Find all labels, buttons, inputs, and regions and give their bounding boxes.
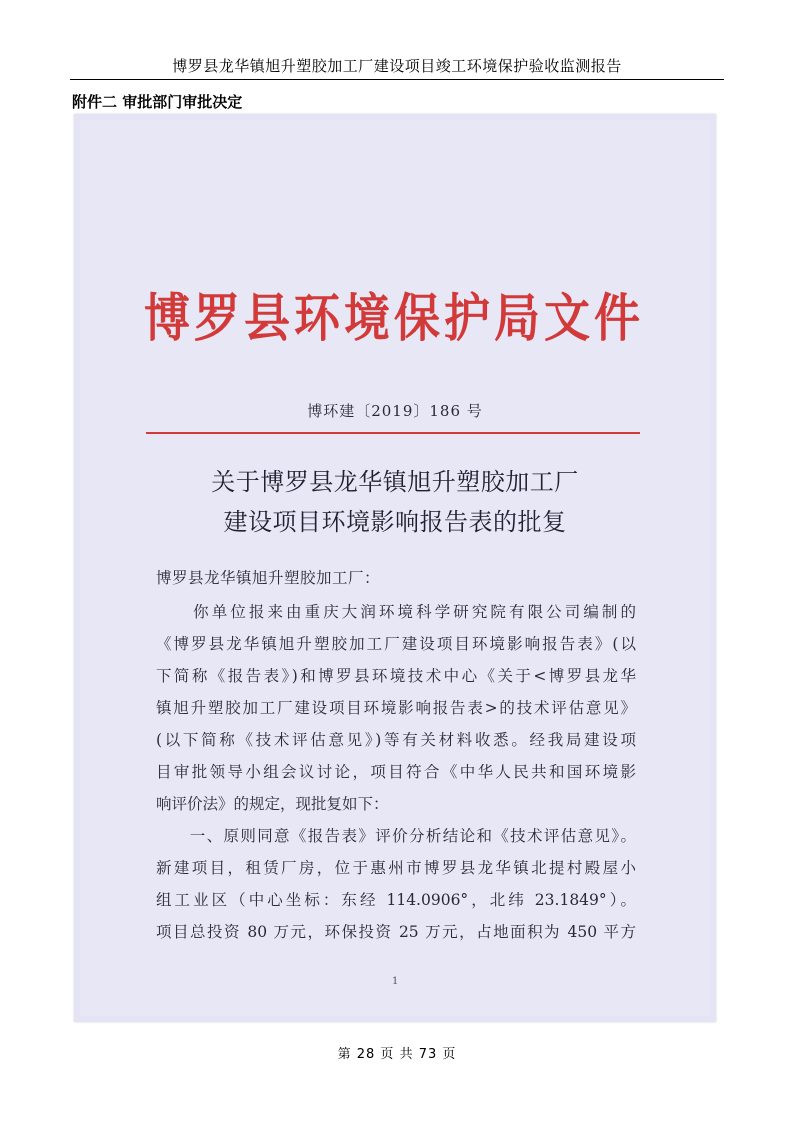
body-line: 项目总投资 80 万元，环保投资 25 万元，占地面积为 450 平方 bbox=[156, 923, 636, 941]
red-divider bbox=[146, 432, 640, 434]
issuer-head: 博罗县环境保护局文件 bbox=[144, 287, 644, 349]
scan-page-number: 1 bbox=[392, 976, 399, 987]
scanned-document bbox=[74, 114, 716, 1022]
document-title-line-1: 关于博罗县龙华镇旭升塑胶加工厂 bbox=[211, 468, 579, 496]
attachment-title: 附件二 审批部门审批决定 bbox=[72, 93, 243, 111]
header-divider bbox=[70, 79, 724, 80]
body-line: 一、原则同意《报告表》评价分析结论和《技术评估意见》。 bbox=[156, 827, 636, 845]
document-title-line-2: 建设项目环境影响报告表的批复 bbox=[223, 508, 567, 536]
body-line: 目审批领导小组会议讨论，项目符合《中华人民共和国环境影 bbox=[156, 763, 636, 781]
body-line: 组工业区（中心坐标：东经 114.0906°，北纬 23.1849°）。 bbox=[156, 891, 636, 909]
body-line: 下简称《报告表》)和博罗县环境技术中心《关于<博罗县龙华 bbox=[156, 667, 636, 685]
page-footer: 第 28 页 共 73 页 bbox=[337, 1047, 457, 1062]
addressee: 博罗县龙华镇旭升塑胶加工厂： bbox=[156, 569, 381, 587]
body-line: 镇旭升塑胶加工厂建设项目环境影响报告表>的技术评估意见》 bbox=[156, 699, 636, 717]
body-line: 你单位报来由重庆大润环境科学研究院有限公司编制的 bbox=[156, 603, 636, 621]
body-line: (以下简称《技术评估意见》)等有关材料收悉。经我局建设项 bbox=[156, 731, 636, 749]
body-line: 新建项目，租赁厂房，位于惠州市博罗县龙华镇北提村殿屋小 bbox=[156, 859, 636, 877]
body-line: 响评价法》的规定，现批复如下： bbox=[156, 795, 389, 813]
body-line: 《博罗县龙华镇旭升塑胶加工厂建设项目环境影响报告表》(以 bbox=[156, 635, 636, 653]
running-header: 博罗县龙华镇旭升塑胶加工厂建设项目竣工环境保护验收监测报告 bbox=[172, 57, 622, 75]
document-number: 博环建〔2019〕186 号 bbox=[307, 402, 483, 420]
